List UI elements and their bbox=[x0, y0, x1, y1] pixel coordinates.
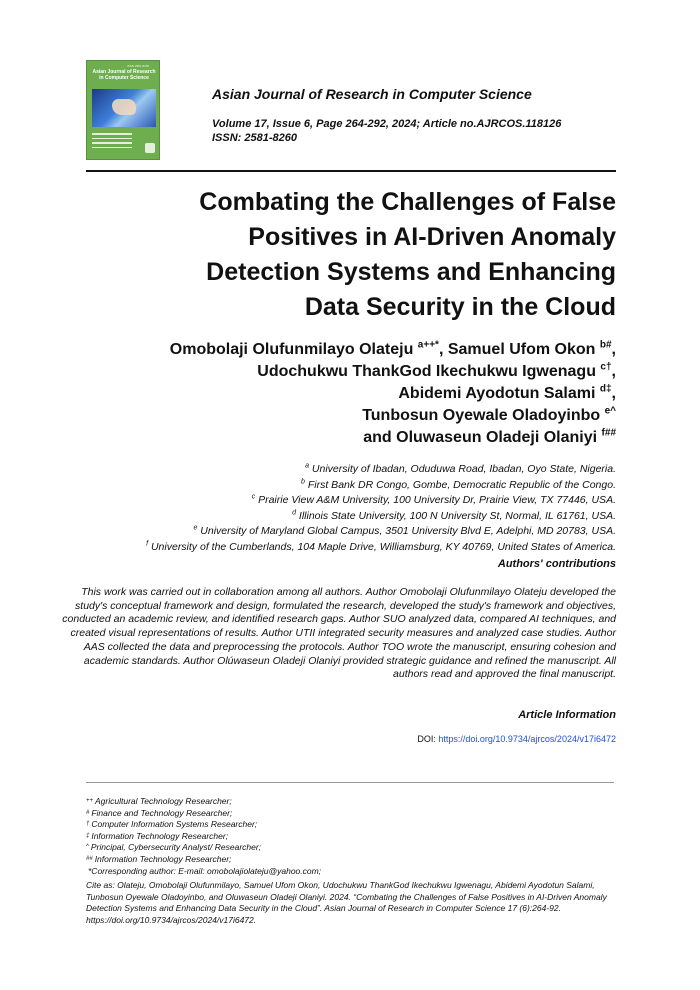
title-line: Detection Systems and Enhancing bbox=[206, 258, 616, 286]
title-line: Positives in AI-Driven Anomaly bbox=[248, 223, 616, 251]
affiliation-mark: d bbox=[292, 509, 296, 517]
cover-publisher-logo bbox=[145, 143, 155, 153]
article-info-heading: Article Information bbox=[518, 709, 616, 721]
cover-text-lines bbox=[92, 133, 132, 151]
affiliation-mark: a bbox=[305, 462, 309, 470]
author-name: Tunbosun Oyewale Oladoyinbo bbox=[362, 407, 601, 424]
footnote: ## Information Technology Researcher; bbox=[86, 853, 232, 864]
footnote: # Finance and Technology Researcher; bbox=[86, 807, 233, 818]
affiliation: University of Ibadan, Oduduwa Road, Ibadan, Oyo State, Nigeria. bbox=[311, 463, 616, 475]
footnote-list bbox=[86, 796, 626, 877]
author-affiliation-mark: e^ bbox=[604, 405, 616, 417]
author-affiliation-mark: c† bbox=[600, 361, 612, 373]
doi-label: DOI: bbox=[417, 734, 436, 744]
author-affiliation-mark: d‡ bbox=[599, 383, 612, 395]
title-line: Data Security in the Cloud bbox=[304, 293, 616, 321]
corresponding-author: *Corresponding author: E-mail: omobolajiolateju@yahoo.com; bbox=[88, 865, 322, 876]
cover-artwork bbox=[92, 89, 156, 127]
footnote: ‡ Information Technology Researcher; bbox=[86, 830, 229, 841]
affiliation-mark: b bbox=[301, 478, 305, 486]
author-name: Udochukwu ThankGod Ikechukwu Igwenagu bbox=[257, 363, 596, 380]
citation: Cite as: Olateju, Omobolaji Olufunmilayo, Samuel Ufom Okon, Udochukwu ThankGod Ikechukwu Igwenagu, Abidemi Ayodotun Salami, Tunbosun Oyewale Oladoyinbo, and Oluwaseun Oladeji Olaniyi. 2024. “Combating the Challenges of False Positives in AI-Driven Anomaly Detection Systems and Enhancing Data Security in the Cloud”. Asian Journal of Research in Computer Science 17 (6):264-92. https://doi.org/10.9734/ajrcos/2024/v17i6472. bbox=[86, 880, 607, 925]
author-name: Samuel Ufom Okon bbox=[447, 341, 596, 358]
affiliation: First Bank DR Congo, Gombe, Democratic Republic of the Congo. bbox=[307, 478, 616, 491]
footnote-divider bbox=[86, 782, 614, 783]
journal-name: Asian Journal of Research in Computer Science bbox=[212, 86, 532, 102]
journal-issn-line: ISSN: 2581-8260 bbox=[212, 132, 297, 144]
contributions-text: This work was carried out in collaboration among all authors. Author Omobolaji Olufunmilayo Olateju developed the study's conceptual framework and design, formulated the research, developed the study's framework and objectives, conducted an academic review, and identified research gaps. Author SUO analyzed data, compared AI techniques, and created visual representations of results. Author UTII integrated security measures and analyzed case studies. Author AAS collected the data and preprocessing the protocols. Author TOO wrote the manuscript, ensuring cohesion and academic standards. Author Olúwaseun Oladeji Olaniyi provided strategic guidance and refined the manuscript. All authors read and approved the final manuscript. bbox=[62, 586, 616, 681]
title-line: Combating the Challenges of False bbox=[199, 188, 616, 216]
affiliation-mark: e bbox=[193, 524, 198, 532]
footnote: ^ Principal, Cybersecurity Analyst/ Researcher; bbox=[86, 842, 262, 853]
footnote: ++ Agricultural Technology Researcher; bbox=[86, 796, 232, 806]
author-name: and Oluwaseun Oladeji Olaniyi bbox=[363, 429, 598, 446]
author-name: Abidemi Ayodotun Salami bbox=[398, 385, 596, 402]
affiliation-list bbox=[16, 462, 616, 556]
affiliation: University of Maryland Global Campus, 3501 University Blvd E, Adelphi, MD 20783, USA. bbox=[200, 525, 616, 538]
author-affiliation-mark: f## bbox=[601, 427, 616, 439]
affiliation: Prairie View A&M University, 100 University Dr, Prairie View, TX 77446, USA. bbox=[258, 494, 616, 507]
affiliation-mark: f bbox=[146, 540, 149, 548]
contributions-heading: Authors' contributions bbox=[497, 558, 616, 570]
doi-line bbox=[417, 734, 616, 744]
author-list: Omobolaji Olufunmilayo Olateju $^{a++*}$, Samuel Ufom Okon $^{b\#}$, Udochukwu ThankGod Ikechukwu Igwenagu $^{c\dagger}$, Abidemi Ayodotun Salami $^{d\ddagger}$, Tunbosun Oyewale Oladoyinbo $^{e\^{}}$ and Oluwaseun Oladeji Olaniyi $^{f\#\#}$ bbox=[169, 339, 616, 446]
doi-link[interactable]: https://doi.org/10.9734/ajrcos/2024/v17i6472 bbox=[438, 734, 616, 744]
affiliation: Illinois State University, 100 N University St, Normal, IL 61761, USA. bbox=[298, 509, 616, 522]
cover-issn: ISSN 2581-8260 bbox=[127, 64, 150, 68]
article-title bbox=[96, 185, 616, 325]
journal-cover-image bbox=[86, 60, 160, 160]
journal-volume-line: Volume 17, Issue 6, Page 264-292, 2024; Article no.AJRCOS.118126 bbox=[212, 118, 562, 130]
affiliation-mark: c bbox=[251, 493, 256, 501]
footnote: † Computer Information Systems Researcher; bbox=[86, 819, 258, 830]
author-affiliation-mark: b# bbox=[599, 339, 612, 351]
header-divider bbox=[86, 170, 616, 172]
affiliation: University of the Cumberlands, 104 Maple Drive, Williamsburg, KY 40769, United States of America. bbox=[150, 540, 616, 553]
cover-title: Asian Journal of Research in Computer Science bbox=[92, 69, 156, 81]
author-name: Omobolaji Olufunmilayo Olateju bbox=[169, 341, 414, 358]
author-affiliation-mark: a++* bbox=[417, 339, 439, 351]
